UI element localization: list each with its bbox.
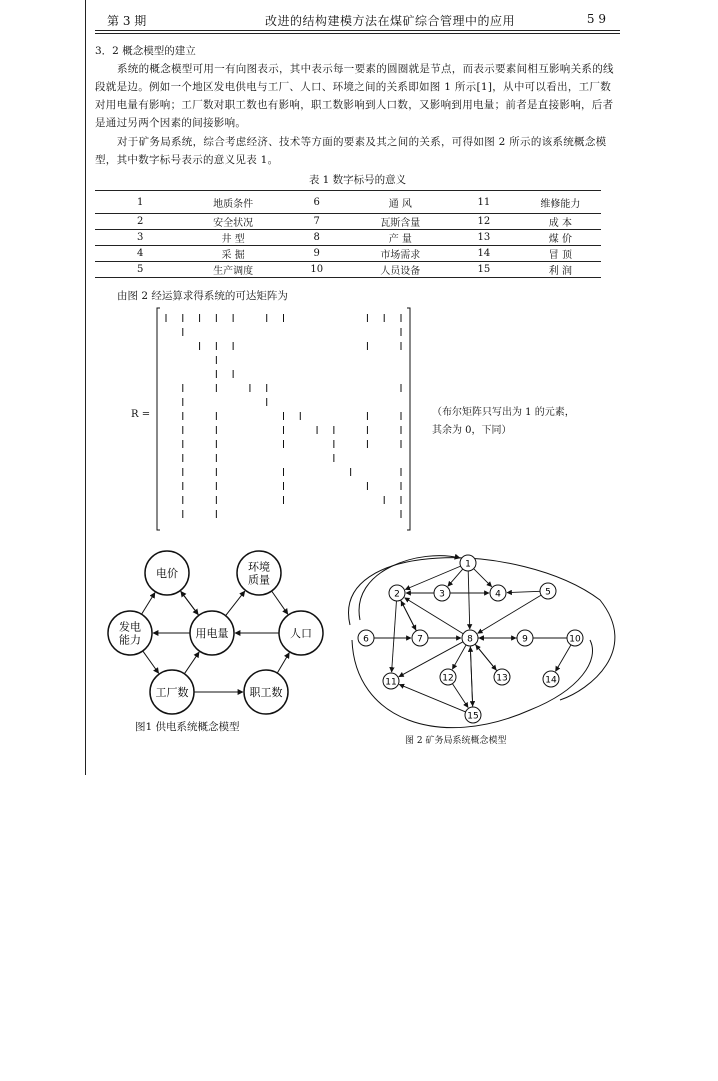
fig1-node-label: 人口 bbox=[290, 627, 312, 640]
fig1-node-zhigong bbox=[244, 670, 288, 714]
fig2-edge bbox=[401, 600, 416, 630]
table-cell: 12 bbox=[448, 214, 520, 230]
fig2-node-label: 14 bbox=[545, 675, 557, 686]
fig2-node-label: 13 bbox=[496, 673, 508, 684]
fig2-node-5 bbox=[540, 583, 556, 599]
fig2-edge bbox=[556, 645, 571, 671]
matrix-note-line-1: （布尔矩阵只写出为 1 的元素， bbox=[432, 407, 575, 418]
fig2-edge bbox=[392, 601, 397, 672]
table-cell: 15 bbox=[448, 262, 520, 278]
figure-2-caption: 图 2 矿务局系统概念模型 bbox=[405, 736, 507, 746]
fig2-node-12 bbox=[440, 669, 456, 685]
table-cell: 8 bbox=[281, 230, 353, 246]
table-cell: 10 bbox=[281, 262, 353, 278]
fig2-edge bbox=[468, 571, 470, 629]
table-cell: 4 bbox=[95, 246, 185, 262]
table-cell: 利 润 bbox=[520, 262, 601, 278]
fig2-node-6 bbox=[358, 630, 374, 646]
matrix-bracket-right bbox=[407, 308, 410, 530]
fig1-edge bbox=[226, 591, 245, 616]
fig2-node-13 bbox=[494, 669, 510, 685]
fig2-node-9 bbox=[517, 630, 533, 646]
fig2-edge bbox=[405, 566, 460, 589]
matrix-bracket-left bbox=[157, 308, 160, 530]
fig1-node-dianjia bbox=[145, 551, 189, 595]
fig2-node-label: 8 bbox=[467, 634, 473, 645]
reachability-matrix bbox=[157, 308, 410, 530]
fig2-node-11 bbox=[383, 673, 399, 689]
fig1-node-label: 质量 bbox=[248, 573, 270, 587]
fig2-edge bbox=[452, 645, 466, 669]
section-heading: 3．2 概念模型的建立 bbox=[95, 45, 196, 57]
table-cell: 9 bbox=[281, 246, 353, 262]
fig1-node-label: 用电量 bbox=[195, 627, 229, 640]
fig2-node-4 bbox=[490, 585, 506, 601]
fig2-node-label: 5 bbox=[545, 587, 551, 598]
table-cell: 3 bbox=[95, 230, 185, 246]
fig1-node-renkou bbox=[279, 611, 323, 655]
table-cell: 2 bbox=[95, 214, 185, 230]
fig1-node-yongdian bbox=[190, 611, 234, 655]
fig1-node-label: 环境 bbox=[248, 560, 270, 574]
table-cell: 维修能力 bbox=[520, 191, 601, 214]
fig2-node-label: 11 bbox=[385, 677, 397, 688]
fig1-edge bbox=[277, 653, 289, 673]
fig1-node-label: 发电 bbox=[119, 620, 141, 634]
table-cell: 瓦斯含量 bbox=[353, 214, 448, 230]
table-cell: 安全状况 bbox=[185, 214, 280, 230]
fig2-node-label: 6 bbox=[363, 634, 369, 645]
fig1-node-label: 电价 bbox=[156, 567, 178, 580]
fig1-node-label: 能力 bbox=[119, 633, 141, 647]
fig2-node-label: 9 bbox=[522, 634, 528, 645]
table-cell: 冒 顶 bbox=[520, 246, 601, 262]
table-cell: 井 型 bbox=[185, 230, 280, 246]
fig2-edge bbox=[507, 591, 540, 592]
fig2-edge bbox=[448, 569, 463, 586]
fig2-node-14 bbox=[543, 671, 559, 687]
table-cell: 6 bbox=[281, 191, 353, 214]
page-number: 5 9 bbox=[586, 12, 606, 26]
table-cell: 人员设备 bbox=[353, 262, 448, 278]
paragraph-2: 对于矿务局系统，综合考虑经济、技术等方面的要素及其之间的关系，可得如图 2 所示的该系统概念模型，其中数字标号表示的意义见表 1。 bbox=[95, 136, 607, 166]
matrix-intro: 由图 2 经运算求得系统的可达矩阵为 bbox=[117, 290, 288, 302]
figure-2-mining-system-model bbox=[349, 555, 615, 728]
table-cell: 市场需求 bbox=[353, 246, 448, 262]
table-cell: 14 bbox=[448, 246, 520, 262]
table-caption: 表 1 数字标号的意义 bbox=[308, 174, 407, 186]
fig1-edge bbox=[272, 591, 288, 614]
table-cell: 煤 价 bbox=[520, 230, 601, 246]
fig1-edge bbox=[143, 651, 159, 673]
fig2-node-3 bbox=[434, 585, 450, 601]
fig2-node-label: 7 bbox=[417, 634, 423, 645]
table-cell: 5 bbox=[95, 262, 185, 278]
fig2-edge bbox=[474, 569, 492, 587]
fig2-node-label: 12 bbox=[442, 673, 454, 684]
fig2-node-8 bbox=[462, 630, 478, 646]
fig2-node-2 bbox=[389, 585, 405, 601]
fig2-node-10 bbox=[567, 630, 583, 646]
figure-1-power-supply-model bbox=[108, 551, 323, 714]
fig2-node-label: 1 bbox=[465, 559, 471, 570]
table-cell: 生产调度 bbox=[185, 262, 280, 278]
fig2-node-1 bbox=[460, 555, 476, 571]
figure-1-caption: 图1 供电系统概念模型 bbox=[135, 721, 240, 733]
fig2-node-15 bbox=[465, 707, 481, 723]
fig2-node-label: 4 bbox=[495, 589, 501, 600]
fig2-node-label: 15 bbox=[467, 711, 479, 722]
fig2-edge bbox=[476, 645, 497, 671]
table-cell: 成 本 bbox=[520, 214, 601, 230]
fig2-edge bbox=[405, 598, 464, 634]
fig1-node-fadian bbox=[108, 611, 152, 655]
fig2-edge bbox=[452, 684, 468, 708]
fig2-node-label: 10 bbox=[569, 634, 581, 645]
paragraph-1: 系统的概念模型可用一有向图表示，其中表示每一要素的圆圈就是节点，而表示要素间相互影响关系的线段就是边。例如一个地区发电供电与工厂、人口、环境之间的关系即如图 1 所示[1]，从中可以看出，工厂数对用电量有影响；工厂数对职工数也有影响，职工数影响到人口数，又影响到用电量；前者是直接影响，后者是通过另两个因素的间接影响。 bbox=[95, 63, 614, 129]
table-cell: 1 bbox=[95, 191, 185, 214]
fig1-edge bbox=[142, 593, 155, 615]
table-cell: 采 掘 bbox=[185, 246, 280, 262]
fig1-node-huanjing bbox=[237, 551, 281, 595]
fig2-edge bbox=[478, 595, 541, 633]
fig1-edge bbox=[184, 652, 199, 674]
table-cell: 地质条件 bbox=[185, 191, 280, 214]
fig1-edge bbox=[180, 591, 198, 615]
table-cell: 产 量 bbox=[353, 230, 448, 246]
issue-number: 第 3 期 bbox=[107, 14, 147, 28]
fig2-node-label: 2 bbox=[394, 589, 400, 600]
fig1-node-label: 职工数 bbox=[249, 686, 283, 699]
matrix-note-line-2: 其余为 0，下同） bbox=[432, 425, 512, 436]
journal-article-title: 改进的结构建模方法在煤矿综合管理中的应用 bbox=[265, 14, 516, 28]
fig2-node-7 bbox=[412, 630, 428, 646]
fig1-node-label: 工厂数 bbox=[155, 686, 189, 699]
matrix-label: R = bbox=[131, 409, 151, 420]
table-cell: 13 bbox=[448, 230, 520, 246]
table-cell: 7 bbox=[281, 214, 353, 230]
fig1-node-gongchang bbox=[150, 670, 194, 714]
fig2-edge bbox=[470, 647, 472, 707]
table-cell: 通 风 bbox=[353, 191, 448, 214]
fig2-node-label: 3 bbox=[439, 589, 445, 600]
table-cell: 11 bbox=[448, 191, 520, 214]
